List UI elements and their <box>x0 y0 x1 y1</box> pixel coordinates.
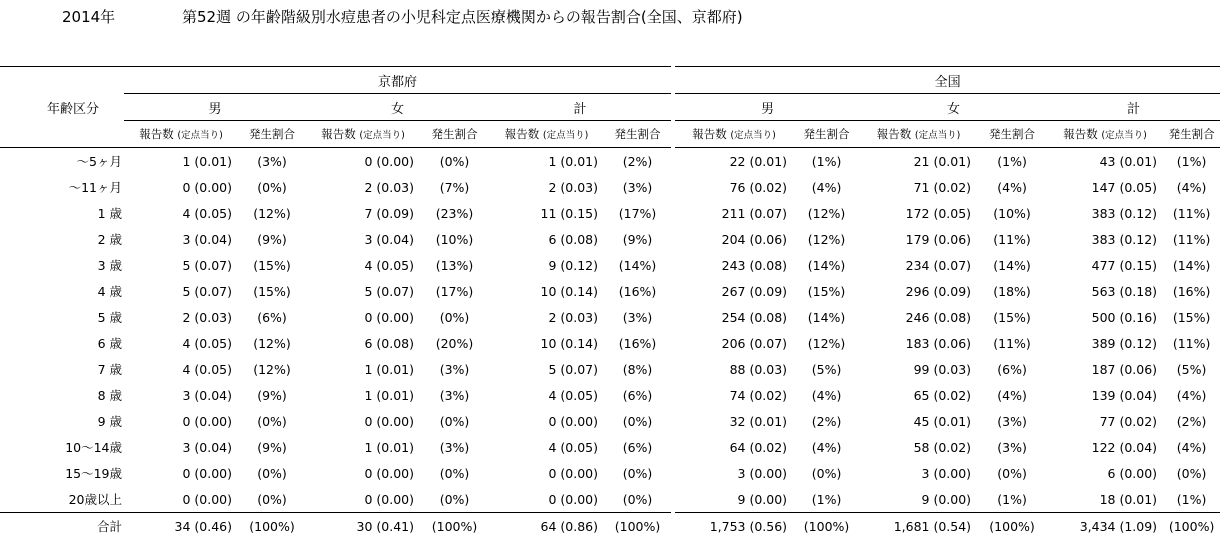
rate-cell: (0%) <box>793 460 860 486</box>
report-count-cell: 389 (0.12) <box>1047 330 1163 356</box>
rate-cell: (4%) <box>1163 174 1220 200</box>
count-label: 報告数 <box>505 127 540 141</box>
count-sublabel: (定点当り) <box>730 130 775 141</box>
rate-cell: (3%) <box>238 148 306 175</box>
rate-cell: (100%) <box>604 513 673 539</box>
report-count-cell: 6 (0.00) <box>1047 460 1163 486</box>
rate-cell: (9%) <box>604 226 673 252</box>
rate-cell: (0%) <box>420 408 489 434</box>
report-count-cell: 6 (0.08) <box>306 330 420 356</box>
rate-cell: (4%) <box>1163 382 1220 408</box>
age-group-label: 1 歳 <box>0 200 124 226</box>
report-count-cell: 0 (0.00) <box>306 304 420 330</box>
age-group-label: 7 歳 <box>0 356 124 382</box>
rate-cell: (3%) <box>977 408 1047 434</box>
rate-cell: (3%) <box>420 356 489 382</box>
report-count-cell: 88 (0.03) <box>673 356 793 382</box>
rate-cell: (0%) <box>420 148 489 175</box>
sex-header-kyoto-male: 男 <box>124 94 306 121</box>
report-count-cell: 0 (0.00) <box>124 486 238 513</box>
rate-cell: (6%) <box>604 434 673 460</box>
report-count-cell: 74 (0.02) <box>673 382 793 408</box>
rate-cell: (11%) <box>977 330 1047 356</box>
rate-cell: (0%) <box>604 486 673 513</box>
rate-cell: (3%) <box>977 434 1047 460</box>
report-count-cell: 0 (0.00) <box>306 148 420 175</box>
rate-cell: (0%) <box>604 408 673 434</box>
rate-cell: (16%) <box>604 330 673 356</box>
table-row <box>0 226 1220 252</box>
rate-column-header: 発生割合 <box>604 121 673 148</box>
rate-column-header: 発生割合 <box>420 121 489 148</box>
rate-cell: (15%) <box>977 304 1047 330</box>
report-year: 2014年 <box>62 6 115 28</box>
report-count-cell: 246 (0.08) <box>860 304 977 330</box>
table-row <box>0 200 1220 226</box>
report-count-cell: 1 (0.01) <box>124 148 238 175</box>
report-count-cell: 1 (0.01) <box>489 148 604 175</box>
age-group-label: 9 歳 <box>0 408 124 434</box>
report-count-cell: 1 (0.01) <box>306 382 420 408</box>
age-group-label: 3 歳 <box>0 252 124 278</box>
rate-cell: (6%) <box>238 304 306 330</box>
rate-cell: (13%) <box>420 252 489 278</box>
report-count-cell: 22 (0.01) <box>673 148 793 175</box>
report-count-cell: 9 (0.12) <box>489 252 604 278</box>
report-count-cell: 4 (0.05) <box>124 200 238 226</box>
report-count-cell: 4 (0.05) <box>306 252 420 278</box>
rate-cell: (17%) <box>420 278 489 304</box>
report-count-cell: 2 (0.03) <box>489 304 604 330</box>
report-count-cell: 3 (0.04) <box>124 382 238 408</box>
rate-cell: (3%) <box>604 174 673 200</box>
rate-cell: (4%) <box>977 174 1047 200</box>
count-label: 報告数 <box>321 127 356 141</box>
report-count-cell: 0 (0.00) <box>306 486 420 513</box>
rate-cell: (0%) <box>1163 460 1220 486</box>
table-row <box>0 278 1220 304</box>
count-sublabel: (定点当り) <box>915 130 960 141</box>
rate-cell: (1%) <box>793 148 860 175</box>
rate-cell: (2%) <box>604 148 673 175</box>
rate-cell: (9%) <box>238 434 306 460</box>
table-row <box>0 252 1220 278</box>
rate-cell: (3%) <box>420 434 489 460</box>
table-row <box>0 434 1220 460</box>
report-count-cell: 179 (0.06) <box>860 226 977 252</box>
sex-header-kyoto-female: 女 <box>306 94 489 121</box>
table-row <box>0 408 1220 434</box>
age-group-label: 6 歳 <box>0 330 124 356</box>
rate-cell: (100%) <box>793 513 860 539</box>
report-count-cell: 234 (0.07) <box>860 252 977 278</box>
report-count-cell: 45 (0.01) <box>860 408 977 434</box>
count-sublabel: (定点当り) <box>359 130 404 141</box>
rate-cell: (14%) <box>604 252 673 278</box>
report-count-cell: 9 (0.00) <box>860 486 977 513</box>
varicella-age-table <box>0 66 1220 539</box>
rate-cell: (1%) <box>1163 486 1220 513</box>
report-count-cell: 77 (0.02) <box>1047 408 1163 434</box>
rate-cell: (9%) <box>238 382 306 408</box>
report-count-cell: 0 (0.00) <box>124 460 238 486</box>
report-count-cell: 0 (0.00) <box>124 174 238 200</box>
age-group-label: 2 歳 <box>0 226 124 252</box>
report-count-cell: 4 (0.05) <box>489 382 604 408</box>
rate-cell: (12%) <box>793 200 860 226</box>
rate-cell: (10%) <box>420 226 489 252</box>
count-label: 報告数 <box>139 127 174 141</box>
report-count-cell: 58 (0.02) <box>860 434 977 460</box>
rate-cell: (8%) <box>604 356 673 382</box>
rate-cell: (11%) <box>1163 330 1220 356</box>
count-sublabel: (定点当り) <box>1101 130 1146 141</box>
rate-cell: (16%) <box>604 278 673 304</box>
report-title: 第52週 の年齢階級別水痘患者の小児科定点医療機関からの報告割合(全国、京都府) <box>182 6 743 28</box>
report-count-cell: 64 (0.02) <box>673 434 793 460</box>
region-header-kyoto: 京都府 <box>124 67 673 94</box>
rate-cell: (12%) <box>238 356 306 382</box>
report-count-cell: 243 (0.08) <box>673 252 793 278</box>
rate-cell: (20%) <box>420 330 489 356</box>
report-count-cell: 1 (0.01) <box>306 356 420 382</box>
report-count-cell: 206 (0.07) <box>673 330 793 356</box>
rate-cell: (5%) <box>793 356 860 382</box>
rate-cell: (10%) <box>977 200 1047 226</box>
table-row <box>0 174 1220 200</box>
report-count-cell: 65 (0.02) <box>860 382 977 408</box>
rate-cell: (11%) <box>1163 200 1220 226</box>
count-sublabel: (定点当り) <box>543 130 588 141</box>
rate-cell: (2%) <box>1163 408 1220 434</box>
rate-column-header: 発生割合 <box>1163 121 1220 148</box>
report-count-cell: 0 (0.00) <box>306 408 420 434</box>
report-count-cell: 43 (0.01) <box>1047 148 1163 175</box>
report-count-cell: 147 (0.05) <box>1047 174 1163 200</box>
report-count-cell: 3 (0.04) <box>124 226 238 252</box>
age-group-label: 4 歳 <box>0 278 124 304</box>
sex-header-national-female: 女 <box>860 94 1047 121</box>
table-row <box>0 356 1220 382</box>
rate-cell: (4%) <box>793 434 860 460</box>
report-count-cell: 21 (0.01) <box>860 148 977 175</box>
rate-cell: (100%) <box>977 513 1047 539</box>
report-count-cell: 99 (0.03) <box>860 356 977 382</box>
report-count-cell: 211 (0.07) <box>673 200 793 226</box>
report-count-cell: 11 (0.15) <box>489 200 604 226</box>
rate-cell: (0%) <box>604 460 673 486</box>
sex-header-national-total: 計 <box>1047 94 1220 121</box>
report-count-cell: 3,434 (1.09) <box>1047 513 1163 539</box>
rate-cell: (6%) <box>604 382 673 408</box>
report-count-cell: 500 (0.16) <box>1047 304 1163 330</box>
report-count-cell: 183 (0.06) <box>860 330 977 356</box>
rate-cell: (0%) <box>238 408 306 434</box>
report-count-cell: 3 (0.04) <box>306 226 420 252</box>
rate-column-header: 発生割合 <box>977 121 1047 148</box>
report-count-cell: 204 (0.06) <box>673 226 793 252</box>
report-count-cell: 563 (0.18) <box>1047 278 1163 304</box>
sex-header-national-male: 男 <box>673 94 860 121</box>
rate-cell: (12%) <box>238 200 306 226</box>
rate-cell: (12%) <box>238 330 306 356</box>
report-count-cell: 383 (0.12) <box>1047 200 1163 226</box>
count-sublabel: (定点当り) <box>177 130 222 141</box>
rate-cell: (0%) <box>238 486 306 513</box>
count-column-header <box>1047 121 1163 148</box>
table-row <box>0 330 1220 356</box>
rate-cell: (1%) <box>977 148 1047 175</box>
report-count-cell: 10 (0.14) <box>489 278 604 304</box>
report-count-cell: 6 (0.08) <box>489 226 604 252</box>
rate-cell: (0%) <box>238 460 306 486</box>
table-row <box>0 148 1220 175</box>
report-count-cell: 0 (0.00) <box>124 408 238 434</box>
total-row <box>0 513 1220 539</box>
count-column-header <box>860 121 977 148</box>
report-count-cell: 122 (0.04) <box>1047 434 1163 460</box>
rate-cell: (7%) <box>420 174 489 200</box>
report-count-cell: 9 (0.00) <box>673 486 793 513</box>
rate-cell: (11%) <box>1163 226 1220 252</box>
rate-cell: (14%) <box>793 252 860 278</box>
rate-cell: (100%) <box>420 513 489 539</box>
rate-column-header: 発生割合 <box>793 121 860 148</box>
report-count-cell: 3 (0.00) <box>860 460 977 486</box>
report-count-cell: 2 (0.03) <box>124 304 238 330</box>
rate-cell: (5%) <box>1163 356 1220 382</box>
rate-cell: (1%) <box>977 486 1047 513</box>
count-column-header <box>124 121 238 148</box>
rate-cell: (4%) <box>793 382 860 408</box>
rate-cell: (100%) <box>1163 513 1220 539</box>
rate-column-header: 発生割合 <box>238 121 306 148</box>
count-column-header <box>489 121 604 148</box>
rate-cell: (15%) <box>793 278 860 304</box>
report-count-cell: 30 (0.41) <box>306 513 420 539</box>
count-column-header <box>306 121 420 148</box>
report-count-cell: 76 (0.02) <box>673 174 793 200</box>
rate-cell: (14%) <box>793 304 860 330</box>
report-count-cell: 4 (0.05) <box>124 330 238 356</box>
rate-cell: (1%) <box>793 486 860 513</box>
rate-cell: (11%) <box>977 226 1047 252</box>
report-count-cell: 5 (0.07) <box>489 356 604 382</box>
age-group-label: 15～19歳 <box>0 460 124 486</box>
report-count-cell: 2 (0.03) <box>489 174 604 200</box>
report-count-cell: 34 (0.46) <box>124 513 238 539</box>
rate-cell: (14%) <box>977 252 1047 278</box>
rate-cell: (0%) <box>420 460 489 486</box>
rate-cell: (15%) <box>1163 304 1220 330</box>
age-group-label: 8 歳 <box>0 382 124 408</box>
rate-cell: (23%) <box>420 200 489 226</box>
report-count-cell: 0 (0.00) <box>489 486 604 513</box>
count-label: 報告数 <box>692 127 727 141</box>
rate-cell: (16%) <box>1163 278 1220 304</box>
report-count-cell: 4 (0.05) <box>489 434 604 460</box>
rate-cell: (2%) <box>793 408 860 434</box>
count-column-header <box>673 121 793 148</box>
report-count-cell: 477 (0.15) <box>1047 252 1163 278</box>
report-count-cell: 172 (0.05) <box>860 200 977 226</box>
rate-cell: (4%) <box>1163 434 1220 460</box>
report-count-cell: 3 (0.04) <box>124 434 238 460</box>
rate-cell: (4%) <box>977 382 1047 408</box>
count-label: 報告数 <box>877 127 912 141</box>
report-count-cell: 296 (0.09) <box>860 278 977 304</box>
rate-cell: (100%) <box>238 513 306 539</box>
rate-cell: (6%) <box>977 356 1047 382</box>
rate-cell: (3%) <box>420 382 489 408</box>
age-group-label: ～11ヶ月 <box>0 174 124 200</box>
report-count-cell: 187 (0.06) <box>1047 356 1163 382</box>
age-group-label: 5 歳 <box>0 304 124 330</box>
report-count-cell: 32 (0.01) <box>673 408 793 434</box>
report-count-cell: 254 (0.08) <box>673 304 793 330</box>
report-count-cell: 0 (0.00) <box>489 460 604 486</box>
age-group-label: 20歳以上 <box>0 486 124 513</box>
report-count-cell: 5 (0.07) <box>124 252 238 278</box>
region-header-national: 全国 <box>673 67 1220 94</box>
rate-cell: (0%) <box>420 486 489 513</box>
rate-cell: (17%) <box>604 200 673 226</box>
report-count-cell: 0 (0.00) <box>489 408 604 434</box>
table-row <box>0 460 1220 486</box>
age-group-label: ～5ヶ月 <box>0 148 124 175</box>
report-count-cell: 2 (0.03) <box>306 174 420 200</box>
rate-cell: (9%) <box>238 226 306 252</box>
rate-cell: (4%) <box>793 174 860 200</box>
report-count-cell: 1 (0.01) <box>306 434 420 460</box>
report-count-cell: 1,681 (0.54) <box>860 513 977 539</box>
rate-cell: (3%) <box>604 304 673 330</box>
rate-cell: (14%) <box>1163 252 1220 278</box>
report-count-cell: 267 (0.09) <box>673 278 793 304</box>
report-count-cell: 1,753 (0.56) <box>673 513 793 539</box>
total-label: 合計 <box>0 513 124 539</box>
table-row <box>0 486 1220 513</box>
report-count-cell: 0 (0.00) <box>306 460 420 486</box>
rate-cell: (1%) <box>1163 148 1220 175</box>
rate-cell: (15%) <box>238 252 306 278</box>
report-count-cell: 10 (0.14) <box>489 330 604 356</box>
rate-cell: (12%) <box>793 330 860 356</box>
rate-cell: (0%) <box>238 174 306 200</box>
report-count-cell: 7 (0.09) <box>306 200 420 226</box>
sex-header-kyoto-total: 計 <box>489 94 673 121</box>
table-row <box>0 304 1220 330</box>
rate-cell: (0%) <box>420 304 489 330</box>
rate-cell: (0%) <box>977 460 1047 486</box>
report-count-cell: 3 (0.00) <box>673 460 793 486</box>
report-count-cell: 4 (0.05) <box>124 356 238 382</box>
report-count-cell: 139 (0.04) <box>1047 382 1163 408</box>
report-count-cell: 18 (0.01) <box>1047 486 1163 513</box>
age-group-header: 年齢区分 <box>0 67 124 148</box>
rate-cell: (18%) <box>977 278 1047 304</box>
report-count-cell: 64 (0.86) <box>489 513 604 539</box>
report-count-cell: 383 (0.12) <box>1047 226 1163 252</box>
report-count-cell: 5 (0.07) <box>124 278 238 304</box>
report-count-cell: 71 (0.02) <box>860 174 977 200</box>
report-count-cell: 5 (0.07) <box>306 278 420 304</box>
age-group-label: 10～14歳 <box>0 434 124 460</box>
rate-cell: (15%) <box>238 278 306 304</box>
rate-cell: (12%) <box>793 226 860 252</box>
table-row <box>0 382 1220 408</box>
count-label: 報告数 <box>1063 127 1098 141</box>
